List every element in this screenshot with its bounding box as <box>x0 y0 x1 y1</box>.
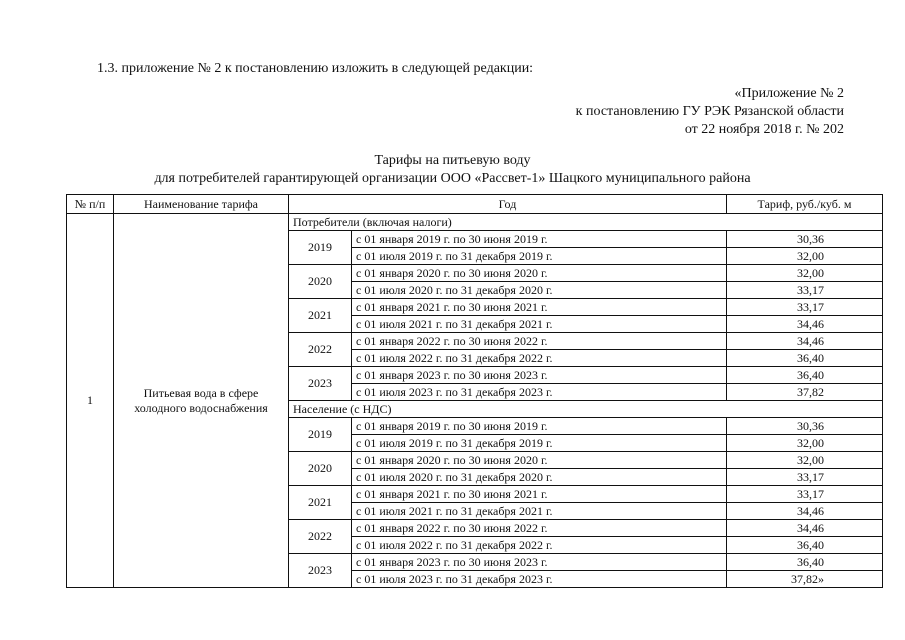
year-cell: 2023 <box>289 554 352 588</box>
year-cell: 2022 <box>289 520 352 554</box>
period-cell: с 01 июля 2020 г. по 31 декабря 2020 г. <box>352 469 727 486</box>
row-number: 1 <box>67 214 114 588</box>
price-cell: 30,36 <box>727 418 883 435</box>
period-cell: с 01 июля 2022 г. по 31 декабря 2022 г. <box>352 537 727 554</box>
tariff-table <box>66 194 883 588</box>
year-cell: 2020 <box>289 265 352 299</box>
period-cell: с 01 июля 2021 г. по 31 декабря 2021 г. <box>352 316 727 333</box>
price-cell: 36,40 <box>727 350 883 367</box>
period-cell: с 01 января 2019 г. по 30 июня 2019 г. <box>352 231 727 248</box>
header-name: Наименование тарифа <box>114 195 289 214</box>
price-cell: 34,46 <box>727 316 883 333</box>
header-num: № п/п <box>67 195 114 214</box>
period-cell: с 01 июля 2020 г. по 31 декабря 2020 г. <box>352 282 727 299</box>
header-price: Тариф, руб./куб. м <box>727 195 883 214</box>
header-year: Год <box>289 195 727 214</box>
period-cell: с 01 июля 2021 г. по 31 декабря 2021 г. <box>352 503 727 520</box>
price-cell: 33,17 <box>727 469 883 486</box>
period-cell: с 01 июля 2023 г. по 31 декабря 2023 г. <box>352 571 727 588</box>
price-cell: 34,46 <box>727 520 883 537</box>
table-header-row <box>67 195 883 214</box>
price-cell: 33,17 <box>727 282 883 299</box>
year-cell: 2020 <box>289 452 352 486</box>
year-cell: 2019 <box>289 231 352 265</box>
price-cell: 36,40 <box>727 554 883 571</box>
year-cell: 2021 <box>289 299 352 333</box>
period-cell: с 01 января 2020 г. по 30 июня 2020 г. <box>352 265 727 282</box>
period-cell: с 01 июля 2023 г. по 31 декабря 2023 г. <box>352 384 727 401</box>
price-cell: 32,00 <box>727 452 883 469</box>
group-label: Население (с НДС) <box>289 401 883 418</box>
price-cell: 37,82 <box>727 384 883 401</box>
period-cell: с 01 января 2023 г. по 30 июня 2023 г. <box>352 367 727 384</box>
title-line-1: Тарифы на питьевую воду <box>374 153 531 168</box>
period-cell: с 01 января 2020 г. по 30 июня 2020 г. <box>352 452 727 469</box>
period-cell: с 01 января 2019 г. по 30 июня 2019 г. <box>352 418 727 435</box>
title-line-2: для потребителей гарантирующей организации ООО «Рассвет-1» Шацкого муниципального района <box>154 171 751 186</box>
group-label: Потребители (включая налоги) <box>289 214 883 231</box>
group-row <box>67 214 883 231</box>
price-cell: 36,40 <box>727 537 883 554</box>
period-cell: с 01 июля 2019 г. по 31 декабря 2019 г. <box>352 248 727 265</box>
intro-text: 1.3. приложение № 2 к постановлению изложить в следующей редакции: <box>97 61 534 76</box>
year-cell: 2021 <box>289 486 352 520</box>
annex-line-1: «Приложение № 2 <box>734 86 844 101</box>
period-cell: с 01 июля 2019 г. по 31 декабря 2019 г. <box>352 435 727 452</box>
annex-line-3: от 22 ноября 2018 г. № 202 <box>684 122 844 137</box>
period-cell: с 01 января 2022 г. по 30 июня 2022 г. <box>352 520 727 537</box>
year-cell: 2022 <box>289 333 352 367</box>
price-cell: 37,82» <box>727 571 883 588</box>
tariff-name: Питьевая вода в сфере холодного водоснабжения <box>114 214 289 588</box>
period-cell: с 01 января 2023 г. по 30 июня 2023 г. <box>352 554 727 571</box>
price-cell: 33,17 <box>727 299 883 316</box>
document-title <box>0 152 905 188</box>
price-cell: 32,00 <box>727 248 883 265</box>
year-cell: 2019 <box>289 418 352 452</box>
annex-header <box>576 85 844 139</box>
price-cell: 34,46 <box>727 333 883 350</box>
price-cell: 36,40 <box>727 367 883 384</box>
period-cell: с 01 июля 2022 г. по 31 декабря 2022 г. <box>352 350 727 367</box>
period-cell: с 01 января 2022 г. по 30 июня 2022 г. <box>352 333 727 350</box>
price-cell: 32,00 <box>727 265 883 282</box>
table-body <box>67 214 883 588</box>
annex-line-2: к постановлению ГУ РЭК Рязанской области <box>575 104 844 119</box>
year-cell: 2023 <box>289 367 352 401</box>
price-cell: 32,00 <box>727 435 883 452</box>
price-cell: 33,17 <box>727 486 883 503</box>
price-cell: 34,46 <box>727 503 883 520</box>
period-cell: с 01 января 2021 г. по 30 июня 2021 г. <box>352 299 727 316</box>
period-cell: с 01 января 2021 г. по 30 июня 2021 г. <box>352 486 727 503</box>
price-cell: 30,36 <box>727 231 883 248</box>
